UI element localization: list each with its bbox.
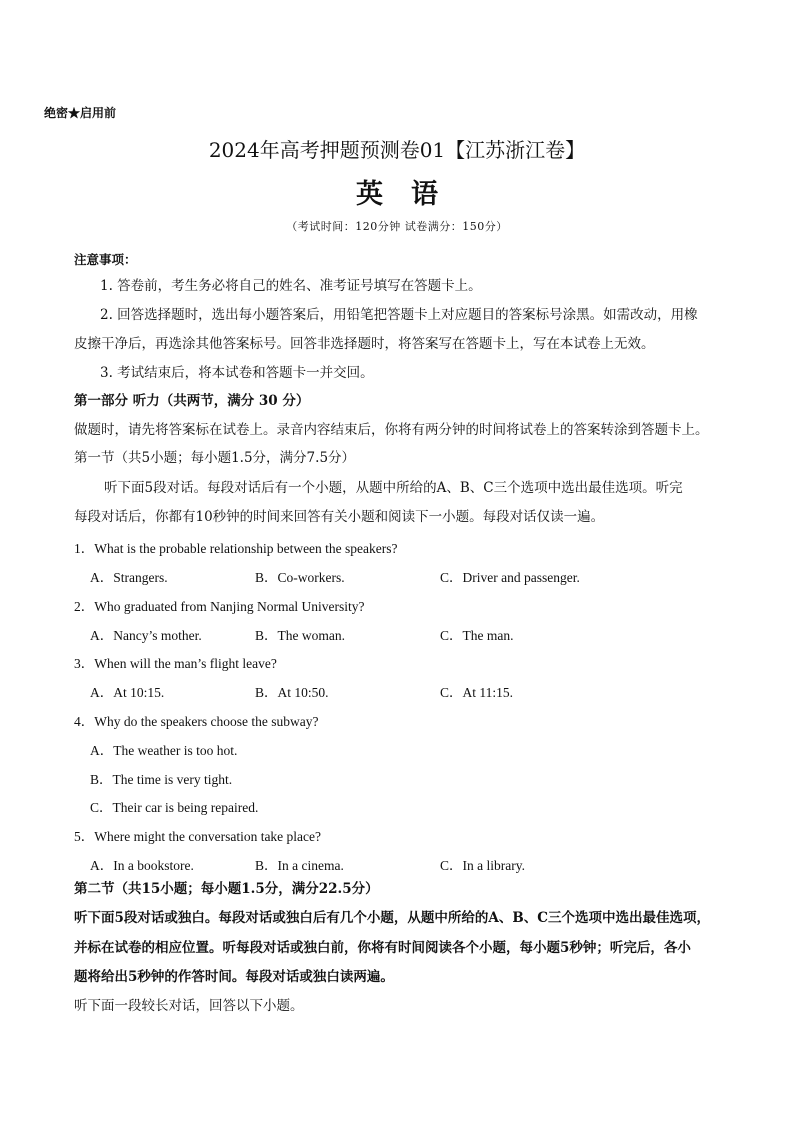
q4-option-a[interactable]: A．The weather is too hot.	[90, 743, 238, 758]
section1-instruction-line-1: 听下面5段对话。每段对话后有一个小题，从题中所给的A、B、C三个选项中选出最佳选项。听完	[104, 480, 683, 496]
q4-option-c[interactable]: C．Their car is being repaired.	[90, 800, 259, 815]
section2-prompt: 听下面一段较长对话，回答以下小题。	[74, 998, 304, 1014]
question-3	[74, 652, 277, 672]
q2-option-b[interactable]: B．The woman.	[255, 628, 345, 643]
confidential-label: 绝密★启用前	[44, 106, 117, 120]
part1-heading: 第一部分 听力（共两节，满分 30 分）	[74, 393, 310, 409]
q5-option-b[interactable]: B．In a cinema.	[255, 858, 344, 873]
q1-option-a[interactable]: A．Strangers.	[90, 570, 168, 585]
q2-option-a[interactable]: A．Nancy’s mother.	[90, 628, 202, 643]
subject-title: 英语	[356, 179, 466, 210]
q1-option-b[interactable]: B．Co-workers.	[255, 570, 345, 585]
q3-option-c[interactable]: C．At 11:15.	[440, 685, 514, 700]
section1-instruction-line-2: 每段对话后，你都有10秒钟的时间来回答有关小题和阅读下一小题。每段对话仅读一遍。	[74, 509, 605, 525]
notice-item-1: 1. 答卷前，考生务必将自己的姓名、准考证号填写在答题卡上。	[100, 278, 482, 294]
q4-option-b[interactable]: B．The time is very tight.	[90, 772, 233, 787]
section2-heading: 第二节（共15小题；每小题1.5分，满分22.5分）	[74, 881, 379, 897]
question-text: Why do the speakers choose the subway?	[94, 714, 319, 729]
question-text: Where might the conversation take place?	[94, 829, 322, 844]
q5-option-c[interactable]: C．In a library.	[440, 858, 525, 873]
q5-option-a[interactable]: A．In a bookstore.	[90, 858, 194, 873]
notice-item-2: 2. 回答选择题时，选出每小题答案后，用铅笔把答题卡上对应题目的答案标号涂黑。如需改动，用橡	[100, 307, 698, 323]
question-text: When will the man’s flight leave?	[94, 656, 277, 671]
q3-option-b[interactable]: B．At 10:50.	[255, 685, 329, 700]
question-5	[74, 825, 321, 845]
question-text: What is the probable relationship between the speakers?	[94, 541, 398, 556]
question-4	[74, 710, 318, 730]
question-text: Who graduated from Nanjing Normal University?	[94, 599, 365, 614]
section2-instruction-line-1: 听下面5段对话或独白。每段对话或独白后有几个小题，从题中所给的A、B、C三个选项中选出最佳选项，	[74, 910, 711, 926]
section2-instruction-line-3: 题将给出5秒钟的作答时间。每段对话或独白读两遍。	[74, 969, 394, 985]
notice-heading: 注意事项：	[74, 252, 137, 267]
question-2	[74, 595, 365, 615]
q2-option-c[interactable]: C．The man.	[440, 628, 514, 643]
exam-title: 2024年高考押题预测卷01【江苏浙江卷】	[208, 138, 586, 162]
question-number: 3．	[74, 656, 95, 671]
q1-option-c[interactable]: C．Driver and passenger.	[440, 570, 580, 585]
question-1	[74, 537, 398, 557]
part1-intro: 做题时，请先将答案标在试卷上。录音内容结束后，你将有两分钟的时间将试卷上的答案转涂到答题卡上。	[74, 422, 709, 438]
section2-instruction-line-2: 并标在试卷的相应位置。听每段对话或独白前，你将有时间阅读各个小题，每小题5秒钟；听完后，各小	[74, 940, 691, 956]
section1-heading: 第一节（共5小题；每小题1.5分，满分7.5分）	[74, 450, 356, 466]
question-number: 5．	[74, 829, 95, 844]
q3-option-a[interactable]: A．At 10:15.	[90, 685, 165, 700]
question-number: 4．	[74, 714, 95, 729]
question-number: 2．	[74, 599, 95, 614]
exam-time-and-score: （考试时间：120分钟 试卷满分：150分）	[286, 220, 508, 233]
notice-item-3: 3. 考试结束后，将本试卷和答题卡一并交回。	[100, 365, 374, 381]
notice-item-2-cont: 皮擦干净后，再选涂其他答案标号。回答非选择题时，将答案写在答题卡上，写在本试卷上无效。	[74, 336, 655, 352]
question-number: 1．	[74, 541, 95, 556]
